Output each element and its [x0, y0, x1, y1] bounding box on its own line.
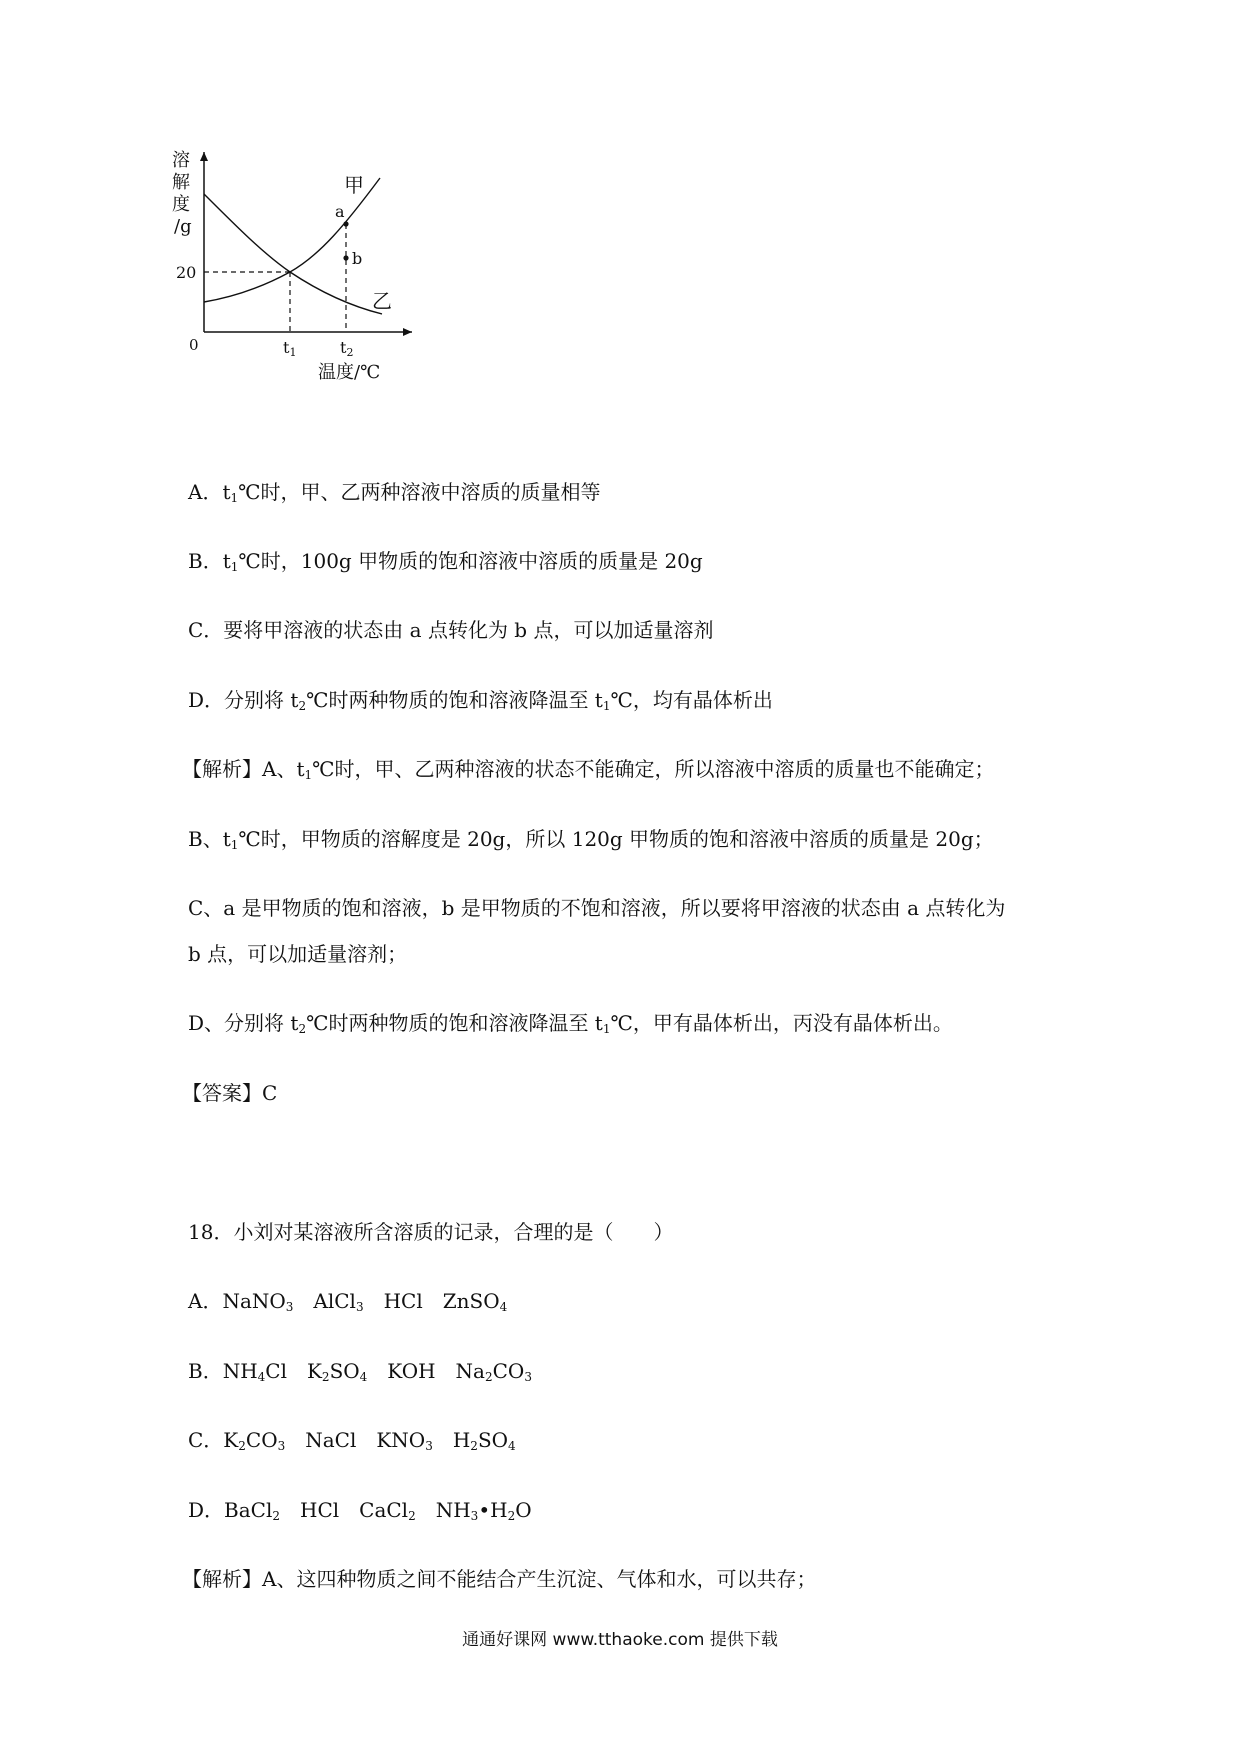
q17-option-a: A．$t_1℃$时，甲、乙两种溶液中溶质的质量相等 [188, 480, 601, 505]
y-axis-label-3: 度 [172, 194, 190, 215]
q18-option-b: B．$NH_4Cl$ $K_2SO_4$ KOH $Na_2CO_3$ [188, 1359, 532, 1384]
q18-stem: 18．小刘对某溶液所含溶质的记录，合理的是（ ） [188, 1220, 674, 1244]
q17-option-b: B．$t_1℃$时，100g 甲物质的饱和溶液中溶质的质量是 20g [188, 549, 703, 574]
curve-jia-label: 甲 [344, 173, 364, 197]
q17-analysis-c-line1: C、a 是甲物质的饱和溶液，b 是甲物质的不饱和溶液，所以要将甲溶液的状态由 a 点转化为 [188, 896, 1006, 920]
t2-label: t2 [340, 338, 354, 359]
y-axis-label-4: /g [174, 216, 192, 237]
q17-analysis-d: D、分别将 $t_2℃$时两种物质的饱和溶液降温至 $t_1℃$，甲有晶体析出，丙没有晶体析出。 [188, 1011, 953, 1036]
y-axis-label-2: 解 [172, 172, 190, 193]
q18-analysis-a: 【解析】A、这四种物质之间不能结合产生沉淀、气体和水，可以共存； [182, 1567, 817, 1591]
x-axis-label: 温度/℃ [318, 362, 381, 383]
q18-option-c: C．$K_2CO_3$ NaCl $KNO_3$ $H_2SO_4$ [188, 1428, 516, 1453]
origin-label: 0 [189, 336, 199, 354]
q17-analysis-c-line2: b 点，可以加适量溶剂； [188, 942, 408, 966]
y-axis-label-1: 溶 [172, 150, 190, 171]
y-tick-20: 20 [176, 263, 197, 282]
point-b-marker [343, 255, 348, 260]
q17-analysis-a: 【解析】A、$t_1℃$时，甲、乙两种溶液的状态不能确定，所以溶液中溶质的质量也不能确定； [182, 757, 995, 782]
point-a-marker [343, 221, 348, 226]
q17-analysis-b: B、$t_1℃$时，甲物质的溶解度是 20g，所以 120g 甲物质的饱和溶液中溶质的质量是 20g； [188, 827, 994, 852]
q17-option-d: D．分别将 $t_2℃$时两种物质的饱和溶液降温至 $t_1℃$，均有晶体析出 [188, 688, 773, 713]
point-b-label: b [352, 249, 363, 268]
t1-label: t1 [283, 338, 297, 359]
q18-option-a: A．NaNO$_3$ AlCl$_3$ HCl ZnSO$_4$ [188, 1289, 508, 1314]
point-a-label: a [335, 202, 345, 221]
q18-option-d: D．BaCl$_2$ HCl CaCl$_2$ $NH_3•H_2O$ [188, 1498, 532, 1523]
q17-option-c: C．要将甲溶液的状态由 a 点转化为 b 点，可以加适量溶剂 [188, 618, 714, 642]
page-footer: 通通好课网 www.tthaoke.com 提供下载 [462, 1630, 778, 1650]
q17-answer: 【答案】C [182, 1081, 278, 1105]
curve-yi-label: 乙 [372, 289, 392, 313]
solubility-curve-figure [172, 150, 500, 440]
